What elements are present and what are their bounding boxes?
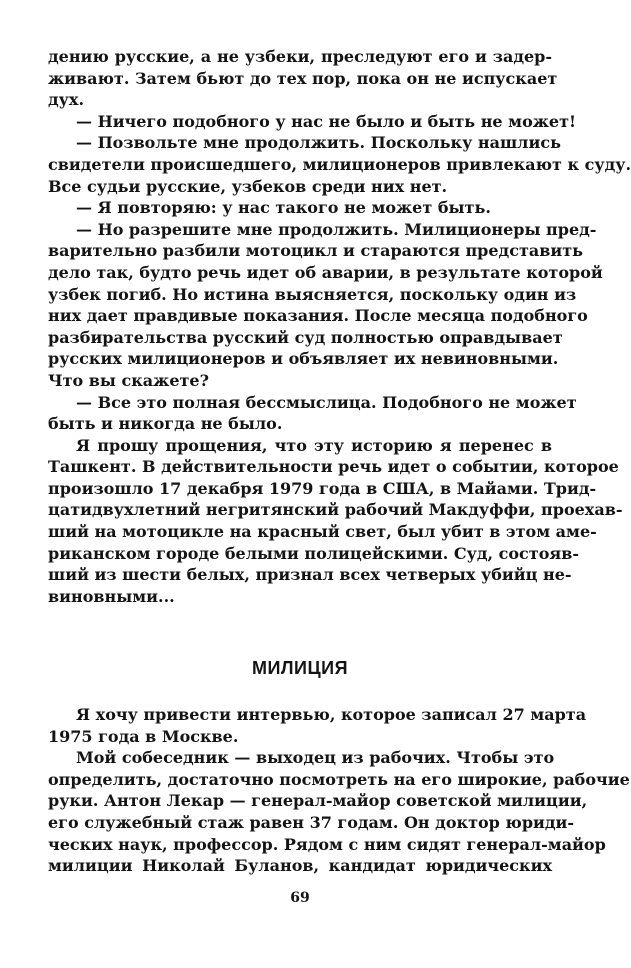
text-line: милиции Николай Буланов, кандидат юридических — [48, 856, 552, 876]
text-line: свидетели происшедшего, милиционеров привлекают к суду. — [48, 154, 631, 174]
text-line: 1975 года в Москве. — [48, 726, 239, 746]
text-line: дух. — [48, 90, 85, 110]
text-line: живают. Затем бьют до тех пор, пока он не испускает — [48, 68, 558, 88]
text-line: его служебный стаж равен 37 годам. Он доктор юриди- — [48, 812, 575, 832]
text-line: Все судьи русские, узбеков среди них нет. — [48, 176, 448, 196]
text-line: ческих наук, профессор. Рядом с ним сидят генерал-майор — [48, 834, 606, 854]
text-line: определить, достаточно посмотреть на его широкие, рабочие — [48, 769, 630, 789]
text-line: быть и никогда не было. — [48, 414, 283, 434]
text-line: — Я повторяю: у нас такого не может быть. — [76, 198, 491, 218]
text-line: руки. Антон Лекар — генерал-майор советской милиции, — [48, 791, 588, 811]
text-line: узбек погиб. Но истина выясняется, поскольку один из — [48, 284, 577, 304]
text-line: русских милиционеров и объявляет их невиновными. — [48, 349, 559, 369]
text-line: Мой собеседник — выходец из рабочих. Чтобы это — [76, 748, 555, 768]
text-block-1 — [48, 46, 631, 607]
text-line: варительно разбили мотоцикл и стараются представить — [48, 241, 583, 261]
text-line: ший на мотоцикле на красный свет, был убит в этом аме- — [48, 522, 597, 542]
page-number: 69 — [290, 890, 310, 906]
text-line: виновными... — [48, 586, 175, 606]
text-line: — Все это полная бессмыслица. Подобного не может — [76, 392, 577, 412]
text-line: разбирательства русский суд полностью оправдывает — [48, 327, 563, 347]
text-line: Я хочу привести интервью, которое записал 27 марта — [76, 705, 587, 724]
text-line: Ташкент. В действительности речь идет о событии, которое — [48, 457, 619, 477]
text-line: произошло 17 декабря 1979 года в США, в Майами. Трид- — [48, 478, 597, 498]
text-line: дению русские, а не узбеки, преследуют его и задер- — [48, 47, 552, 66]
text-block-2 — [48, 704, 630, 877]
text-line: риканском городе белыми полицейскими. Суд, состояв- — [48, 543, 579, 563]
text-line: — Но разрешите мне продолжить. Милиционеры пред- — [76, 219, 597, 239]
text-line: ший из шести белых, признал всех четверых убийц не- — [48, 565, 572, 585]
text-line: дело так, будто речь идет об аварии, в результате которой — [48, 262, 603, 282]
text-line: — Позвольте мне продолжить. Поскольку нашлись — [76, 133, 561, 153]
section-heading: МИЛИЦИЯ — [251, 658, 349, 678]
text-line: них дает правдивые показания. После месяца подобного — [48, 306, 588, 326]
text-line: Что вы скажете? — [48, 370, 209, 390]
text-line: Я прошу прощения, что эту историю я перенес в — [76, 435, 552, 455]
text-line: цатидвухлетний негритянский рабочий Макдуффи, проехав- — [48, 500, 623, 520]
text-line: — Ничего подобного у нас не было и быть не может! — [76, 111, 577, 131]
